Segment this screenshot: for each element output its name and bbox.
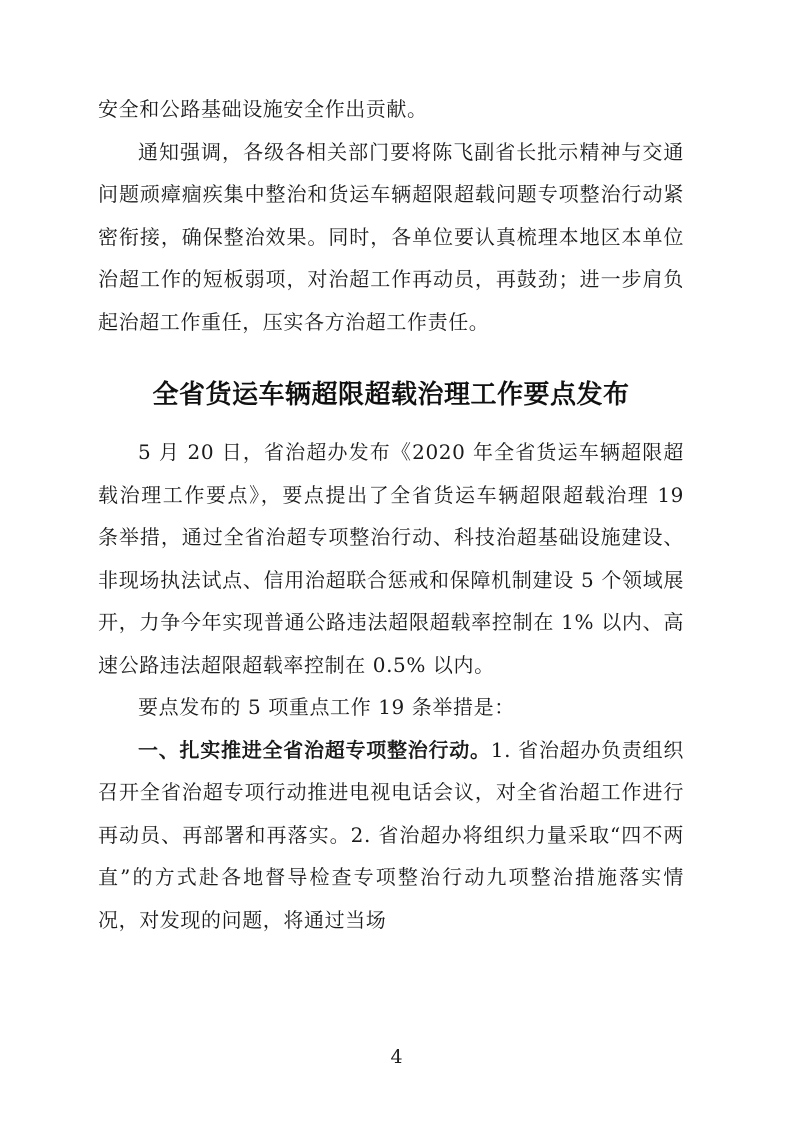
measure-one-body: 1. 省治超办负责组织召开全省治超专项行动推进电视电话会议，对全省治超工作进行再动员、再部署和再落实。2. 省治超办将组织力量采取“四不两直”的方式赴各地督导检查专项整治行动九项整治措施落实情况，对发现的问题，将通过当场 (98, 737, 684, 932)
paragraph-measure-one (98, 729, 684, 942)
page-number: 4 (390, 1046, 403, 1068)
paragraph-notice-emphasis: 通知强调，各级各相关部门要将陈飞副省长批示精神与交通问题顽瘴痼疾集中整治和货运车辆超限超载问题专项整治行动紧密衔接，确保整治效果。同时，各单位要认真梳理本地区本单位治超工作的短板弱项，对治超工作再动员，再鼓劲；进一步肩负起治超工作重任，压实各方治超工作责任。 (98, 139, 684, 334)
section-heading: 全省货运车辆超限超载治理工作要点发布 (152, 380, 630, 410)
paragraph-measures-intro: 要点发布的 5 项重点工作 19 条举措是： (138, 695, 515, 719)
document-page (98, 88, 684, 941)
spacer (98, 419, 684, 431)
paragraph-release: 5 月 20 日，省治超办发布《2020 年全省货运车辆超限超载治理工作要点》，要点提出了全省货运车辆超限超载治理 19 条举措，通过全省治超专项整治行动、科技治超基础设施建设、非现场执法试点、信用治超联合惩戒和保障机制建设 5 个领域展开，力争今年实现普通公路违法超限超载率控制在 1% 以内、高速公路违法超限超载率控制在 0.5% 以内。 (98, 440, 684, 677)
measure-one-lead: 一、扎实推进全省治超专项整治行动。 (138, 737, 491, 762)
paragraph-continuation: 安全和公路基础设施安全作出贡献。 (98, 97, 428, 121)
spacer (98, 343, 684, 371)
